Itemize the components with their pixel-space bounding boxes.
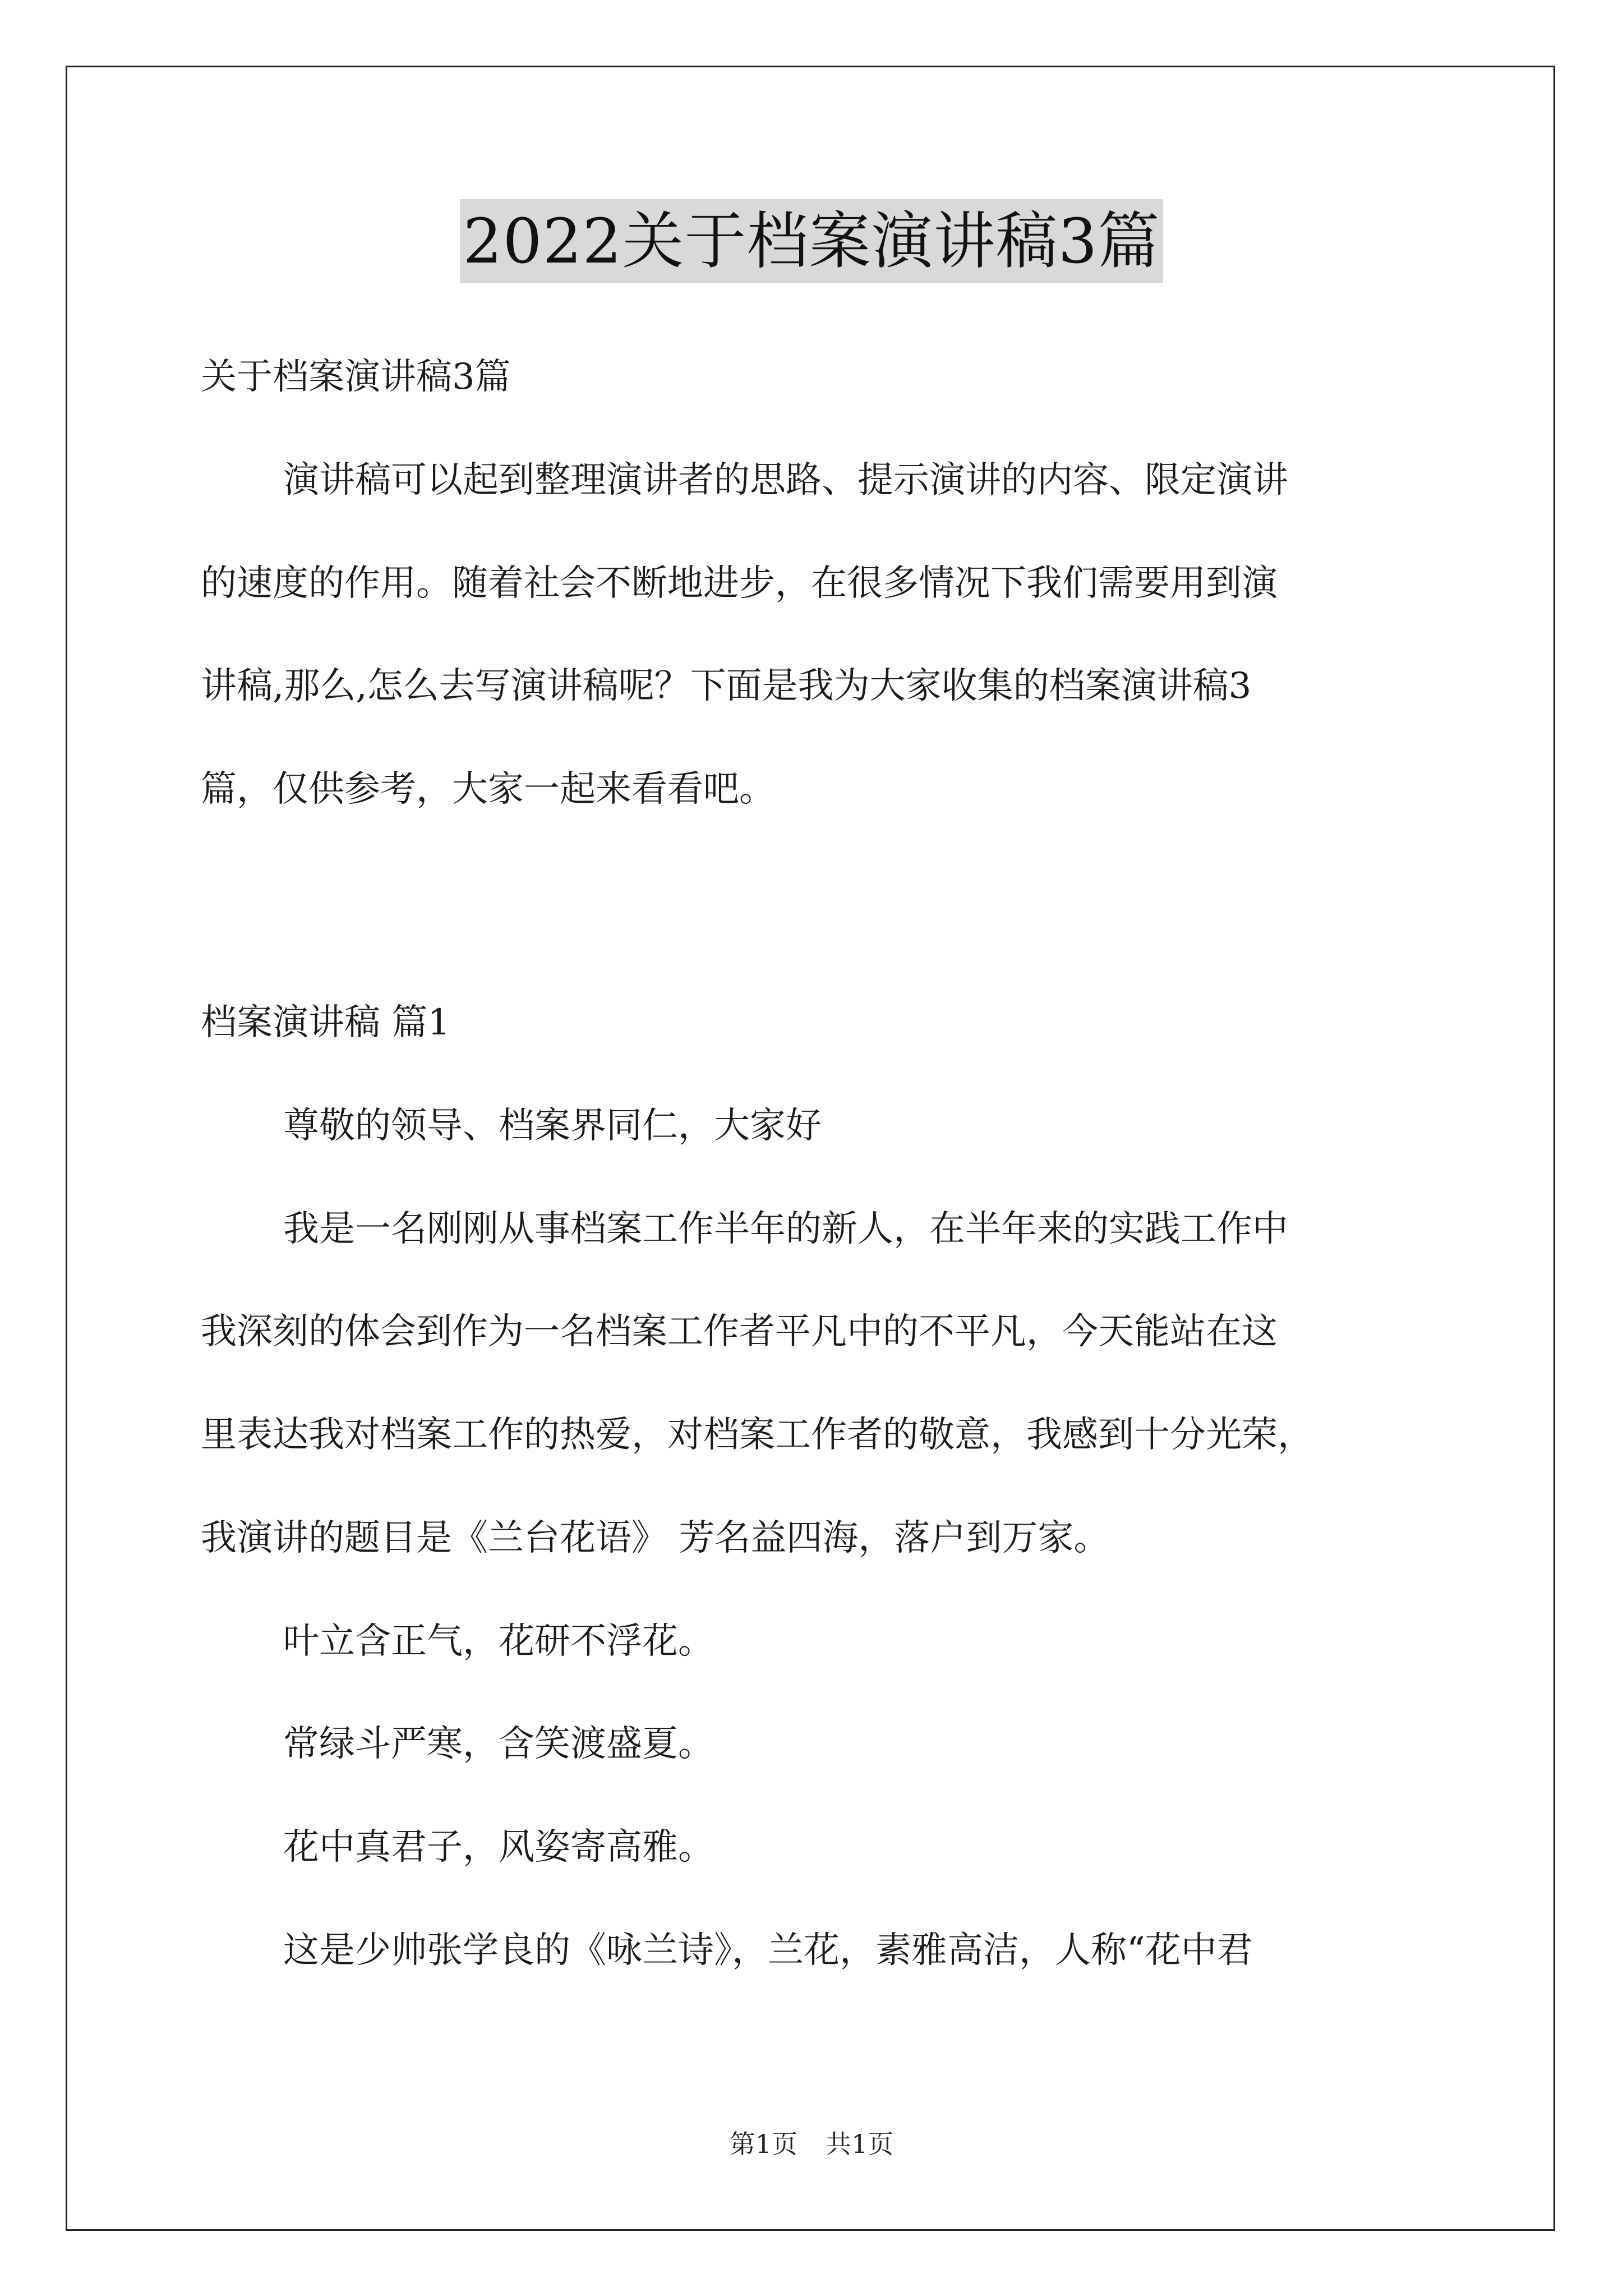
title-container: [0, 199, 1623, 283]
paragraph-line: 我演讲的题目是《兰台花语》 芳名益四海，落户到万家。: [201, 1517, 1110, 1559]
paragraph-line: 篇，仅供参考，大家一起来看看吧。: [201, 769, 775, 810]
paragraph-line: 这是少帅张学良的《咏兰诗》，兰花，素雅高洁，人称“花中君: [283, 1930, 1253, 1971]
subtitle-line: 关于档案演讲稿3篇: [201, 356, 511, 398]
paragraph-line: 我是一名刚刚从事档案工作半年的新人，在半年来的实践工作中: [283, 1208, 1288, 1250]
poem-line: 常绿斗严寒，含笑渡盛夏。: [283, 1723, 714, 1765]
page-number: 第1页: [729, 2129, 797, 2159]
document-title: 2022关于档案演讲稿3篇: [460, 199, 1164, 283]
paragraph-line: 的速度的作用。随着社会不断地进步，在很多情况下我们需要用到演: [201, 563, 1278, 604]
paragraph-line: 里表达我对档案工作的热爱，对档案工作者的敬意，我感到十分光荣，: [201, 1414, 1313, 1456]
paragraph-line: 尊敬的领导、档案界同仁，大家好: [283, 1105, 822, 1147]
paragraph-line: 讲稿,那么,怎么去写演讲稿呢？下面是我为大家收集的档案演讲稿3: [201, 665, 1252, 707]
section-heading: 档案演讲稿 篇1: [201, 1002, 451, 1043]
paragraph-line: 演讲稿可以起到整理演讲者的思路、提示演讲的内容、限定演讲: [283, 459, 1288, 501]
page-total: 共1页: [826, 2129, 894, 2159]
poem-line: 叶立含正气，花研不浮花。: [283, 1621, 714, 1662]
poem-line: 花中真君子，风姿寄高雅。: [283, 1826, 714, 1868]
page-footer: [0, 2127, 1623, 2161]
paragraph-line: 我深刻的体会到作为一名档案工作者平凡中的不平凡，今天能站在这: [201, 1311, 1278, 1352]
